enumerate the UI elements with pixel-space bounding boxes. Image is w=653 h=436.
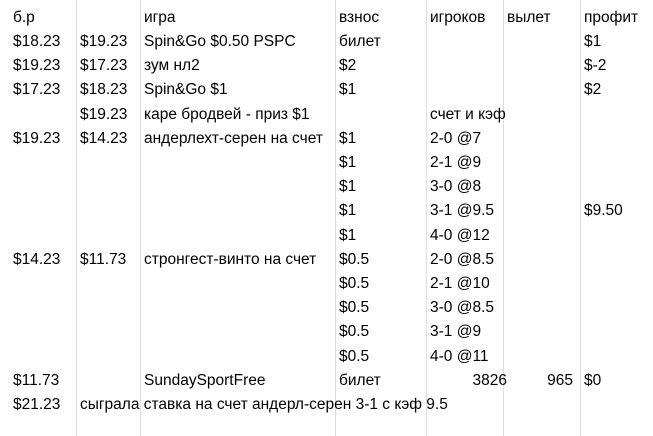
cell-g[interactable]: $0 [584,371,602,389]
cell-d[interactable]: $1 [339,129,357,147]
cell-g[interactable] [581,127,653,151]
cell-c[interactable]: андерлехт-серен на счет [144,129,323,147]
table-row [0,151,653,175]
cell-a[interactable] [10,296,76,320]
cell-e[interactable] [427,78,503,102]
cell-d[interactable]: $0.5 [339,347,370,365]
cell-g[interactable] [581,272,653,296]
cell-d[interactable]: $0.5 [339,323,370,341]
cell-e[interactable]: 2-0 @8.5 [430,250,494,268]
cell-c[interactable] [141,199,335,223]
cell-f[interactable] [504,199,580,223]
cell-g[interactable] [581,296,653,320]
cell-e[interactable]: 4-0 @11 [430,347,489,365]
cell-e[interactable]: 3-1 @9 [430,323,482,341]
cell-e[interactable] [427,393,503,417]
cell-d[interactable]: $0.5 [339,250,370,268]
cell-f[interactable] [504,296,580,320]
cell-c[interactable]: Spin&Go $0.50 PSPC [144,33,296,50]
cell-a[interactable]: $17.23 [13,81,61,99]
cell-b[interactable]: сыграла ставка на счет андерл-серен 3-1 с кэф 9.5 [80,396,448,413]
cell-b[interactable] [77,369,140,393]
cell-d[interactable]: билет [339,33,381,50]
cell-a[interactable] [10,320,76,344]
cell-f[interactable] [504,175,580,199]
cell-g[interactable]: $9.50 [584,202,623,220]
cell-c[interactable] [141,272,335,296]
cell-c[interactable] [141,224,335,248]
header-row [0,6,653,30]
header-cell-c[interactable]: игра [144,9,176,26]
cell-f[interactable] [504,30,580,54]
cell-b[interactable]: $18.23 [80,81,128,99]
table-row [0,296,653,320]
cell-d[interactable]: $1 [339,226,357,244]
table-row [0,393,653,417]
cell-g[interactable] [581,175,653,199]
cell-c[interactable]: каре бродвей - приз $1 [144,105,310,123]
cell-g[interactable] [581,103,653,127]
table-row [0,127,653,151]
header-cell-d[interactable]: взнос [339,9,380,26]
table-row [0,320,653,344]
table-row [0,224,653,248]
table-row [0,78,653,102]
cell-b[interactable] [77,224,140,248]
cell-e[interactable] [427,54,503,78]
cell-f[interactable] [504,103,580,127]
cell-a[interactable] [10,199,76,223]
cell-b[interactable] [77,345,140,369]
cell-d[interactable]: $1 [339,202,357,220]
cell-e[interactable]: 3-0 @8.5 [430,299,494,317]
table-row [0,54,653,78]
cell-e[interactable]: 4-0 @12 [430,226,490,244]
cell-d[interactable]: $1 [339,81,357,99]
table-row [0,369,653,393]
cell-c[interactable]: Spin&Go $1 [144,81,228,99]
cell-d[interactable]: билет [339,371,381,389]
cell-b[interactable]: $19.23 [80,105,128,123]
cell-c[interactable]: стронгест-винто на счет [144,250,317,268]
cell-a[interactable] [10,345,76,369]
cell-g[interactable]: $-2 [584,57,607,75]
cell-f[interactable]: 965 [547,371,573,389]
table-row [0,175,653,199]
cell-d[interactable] [336,393,426,417]
cell-g[interactable] [581,345,653,369]
cell-b[interactable]: $19.23 [80,33,128,50]
table-row [0,199,653,223]
cell-b[interactable]: $11.73 [80,250,127,268]
cell-c[interactable] [141,320,335,344]
cell-f[interactable] [504,393,580,417]
cell-d[interactable]: $1 [339,154,357,171]
header-cell-a[interactable]: б.р [13,9,35,26]
cell-b[interactable] [77,199,140,223]
cell-a[interactable]: $21.23 [13,396,61,413]
header-cell-f[interactable]: вылет [507,9,551,26]
header-cell-g[interactable]: профит [584,9,639,26]
cell-b[interactable] [77,175,140,199]
cell-e[interactable]: 2-0 @7 [430,129,482,147]
cell-e[interactable]: 3826 [472,371,507,389]
cell-d[interactable]: $1 [339,178,357,196]
cell-a[interactable]: $19.23 [13,129,61,147]
cell-f[interactable] [504,78,580,102]
cell-f[interactable] [504,345,580,369]
cell-a[interactable]: $19.23 [13,57,61,75]
cell-a[interactable] [10,175,76,199]
table-row [0,272,653,296]
table-row [0,103,653,127]
table-row [0,345,653,369]
cell-g[interactable] [581,393,653,417]
cell-c[interactable] [141,345,335,369]
cell-a[interactable]: $18.23 [13,33,61,50]
cell-f[interactable] [504,151,580,175]
cell-e[interactable]: 2-1 @10 [430,275,490,292]
cell-f[interactable] [504,54,580,78]
table-row [0,30,653,54]
cell-c[interactable]: SundaySportFree [144,371,266,389]
cell-f[interactable] [504,272,580,296]
cell-c[interactable]: зум нл2 [144,57,200,75]
cell-b[interactable] [77,320,140,344]
cell-d[interactable]: $0.5 [339,299,370,317]
cell-e[interactable]: счет и кэф [430,105,506,123]
cell-g[interactable] [581,151,653,175]
cell-b[interactable]: $14.23 [80,129,128,147]
cell-d[interactable]: $2 [339,57,357,75]
cell-f[interactable] [504,248,580,272]
cell-f[interactable] [504,127,580,151]
cell-g[interactable]: $1 [584,33,602,50]
cell-b[interactable] [77,151,140,175]
cell-b[interactable]: $17.23 [80,57,128,75]
header-cell-e[interactable]: игроков [430,9,486,26]
cell-f[interactable] [504,224,580,248]
cell-f[interactable] [504,320,580,344]
cell-g[interactable] [581,224,653,248]
cell-e[interactable]: 3-0 @8 [430,178,482,196]
cell-g[interactable] [581,248,653,272]
cell-a[interactable]: $11.73 [13,371,60,389]
table-row [0,248,653,272]
cell-a[interactable] [10,272,76,296]
cell-e[interactable]: 3-1 @9.5 [430,202,494,220]
cell-a[interactable] [10,103,76,127]
cell-a[interactable] [10,224,76,248]
cell-c[interactable] [141,151,335,175]
cell-g[interactable] [581,320,653,344]
cell-d[interactable]: $0.5 [339,275,370,292]
cell-d[interactable] [336,103,426,127]
cell-e[interactable] [427,30,503,54]
cell-e[interactable]: 2-1 @9 [430,154,482,171]
cell-b[interactable] [77,272,140,296]
cell-a[interactable] [10,151,76,175]
cell-c[interactable] [141,393,335,417]
cell-c[interactable] [141,175,335,199]
cell-g[interactable]: $2 [584,81,602,99]
cell-b[interactable] [77,296,140,320]
cell-a[interactable]: $14.23 [13,250,61,268]
cell-c[interactable] [141,296,335,320]
